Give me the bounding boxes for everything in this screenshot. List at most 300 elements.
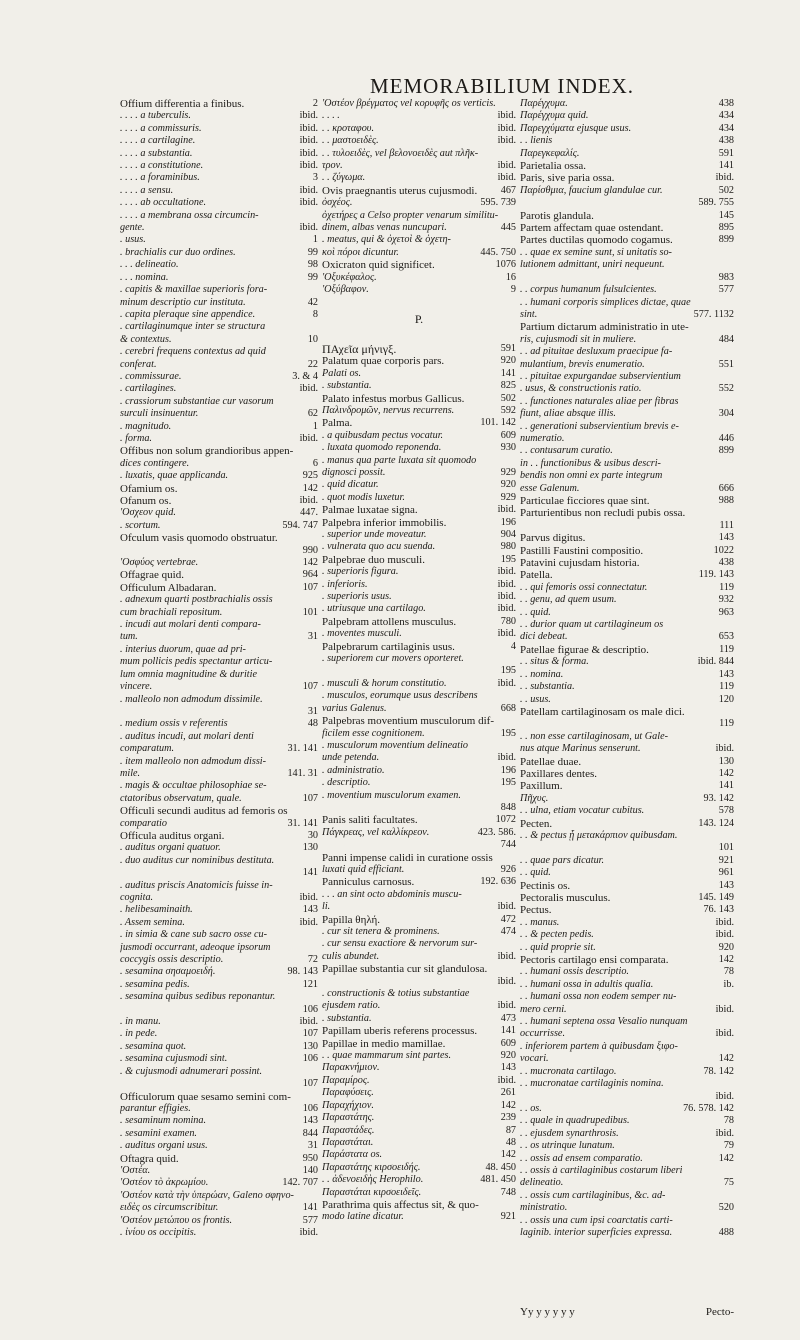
entry-text: . auditus organi usus. (120, 1140, 208, 1152)
index-entry (520, 607, 734, 619)
index-entry (322, 160, 516, 172)
entry-text: dinem, albas venas nuncupari. (322, 222, 447, 234)
index-entry (322, 790, 516, 802)
entry-text: 'Οξύβαφον. (322, 284, 369, 296)
entry-text: . . . . a foraminibus. (120, 172, 200, 184)
index-entry (520, 756, 734, 768)
entry-page: 653 (718, 631, 734, 643)
entry-text: . cerebri frequens contextus ad quid (120, 346, 266, 358)
entry-text: . . situs & forma. (520, 656, 589, 668)
index-entry (520, 234, 734, 246)
entry-page (730, 321, 734, 333)
entry-text: dignosci possit. (322, 466, 386, 478)
entry-page (730, 371, 734, 383)
entry-page: 101 (302, 606, 318, 618)
entry-text: . quid dicatur. (322, 479, 379, 491)
index-entry (322, 703, 516, 715)
entry-page: ib. (723, 978, 734, 990)
index-entry (322, 802, 516, 814)
index-entry (322, 876, 516, 888)
index-entry (322, 678, 516, 690)
entry-page: 932 (718, 594, 734, 606)
index-entry (120, 607, 318, 619)
index-entry (322, 430, 516, 442)
entry-text: Παραστάται κιρσοειδεῖς. (322, 1186, 422, 1198)
index-entry (120, 557, 318, 569)
entry-text: . quot modis luxetur. (322, 491, 405, 503)
entry-text: . . . nomina. (120, 271, 169, 283)
entry-page: 78 (723, 1115, 734, 1127)
index-entry (120, 1115, 318, 1127)
entry-text: . . substantia. (520, 681, 575, 693)
index-entry (520, 532, 734, 544)
index-entry (120, 917, 318, 929)
index-entry (322, 1211, 516, 1223)
entry-page (512, 98, 516, 110)
index-entry (322, 603, 516, 615)
entry-page (314, 284, 318, 296)
index-entry (520, 346, 734, 358)
entry-text: . sesamina cujusmodi sint. (120, 1053, 228, 1065)
index-entry (322, 566, 516, 578)
entry-page (314, 991, 318, 1003)
entry-page: 141 (302, 1202, 318, 1214)
index-entry (322, 1162, 516, 1174)
index-entry (520, 445, 734, 457)
index-entry (520, 966, 734, 978)
index-entry (120, 408, 318, 420)
index-entry (120, 1165, 318, 1177)
index-entry (120, 297, 318, 309)
index-entry (120, 793, 318, 805)
entry-text: cum brachiali repositum. (120, 606, 223, 618)
index-entry (322, 653, 516, 665)
entry-text: . . humani septena ossa Vesalio nunquam (520, 1016, 688, 1028)
index-entry (120, 594, 318, 606)
entry-text: . superior unde moveatur. (322, 529, 427, 540)
entry-page: ibid. (497, 975, 516, 987)
index-entry (120, 185, 318, 197)
index-entry (120, 979, 318, 991)
index-entry (520, 830, 734, 842)
index-entry (322, 839, 516, 851)
index-entry (120, 532, 318, 544)
entry-text: Παραστάτης. (322, 1112, 375, 1124)
entry-text: 'Οστέα. (120, 1164, 151, 1176)
index-entry (322, 284, 516, 296)
section-letter: P. (414, 311, 424, 326)
entry-text: . . quid proprie sit. (520, 941, 596, 953)
page-title: MEMORABILIUM INDEX. (370, 74, 634, 98)
index-entry (120, 1028, 318, 1040)
entry-text: Panniculus carnosus. (322, 876, 415, 889)
index-entry (120, 247, 318, 259)
entry-page: 31 (307, 631, 318, 643)
entry-page: 589. 755 (698, 197, 734, 209)
entry-page: 78. 142 (703, 1065, 734, 1077)
entry-page (314, 780, 318, 792)
index-entry (520, 297, 734, 309)
entry-page: 445 (500, 222, 516, 234)
entry-text: Offium differentia a finibus. (120, 98, 245, 110)
entry-text: . . ζύγωμα. (322, 172, 366, 184)
index-entry (520, 942, 734, 954)
index-entry (520, 656, 734, 668)
entry-text: Paxillares dentes. (520, 767, 597, 780)
index-entry (520, 805, 734, 817)
entry-text: . cartilaginumque inter se structura (120, 321, 266, 333)
entry-page: 22 (307, 358, 318, 370)
entry-page: ibid. (299, 110, 318, 122)
entry-text: Parietalia ossa. (520, 160, 586, 173)
entry-text: . . corpus humanum fulsulcientes. (520, 284, 657, 296)
index-entry (322, 914, 516, 926)
index-entry (120, 1103, 318, 1115)
entry-page: 141 (302, 867, 318, 879)
entry-text: comparatum. (120, 743, 175, 755)
entry-text: Oftagra quid. (120, 1152, 179, 1165)
entry-page: 101. 142 (480, 417, 516, 429)
entry-text: . . ἀδενοειδὴς Herophilo. (322, 1174, 424, 1186)
entry-page: 99 (307, 246, 318, 258)
index-entry (120, 1153, 318, 1165)
entry-page: 899 (718, 234, 734, 246)
index-entry (322, 641, 516, 653)
entry-page: 990 (302, 544, 318, 556)
entry-page: 6 (312, 457, 318, 469)
entry-text: in . . functionibus & usibus descri- (520, 457, 661, 469)
entry-page: 2 (312, 98, 318, 109)
entry-text: Pectinis os. (520, 879, 571, 892)
entry-text: . musculorum moventium delineatio (322, 739, 468, 751)
entry-text: Παραμίρος. (322, 1074, 370, 1086)
entry-text: numeratio. (520, 432, 565, 444)
index-entry (322, 579, 516, 591)
index-entry (120, 160, 318, 172)
entry-text: . . quid. (520, 867, 551, 879)
entry-text: Parotis glandula. (520, 209, 594, 222)
index-entry (322, 1199, 516, 1211)
index-entry (120, 1177, 318, 1189)
entry-text: Oxicraton quid significet. (322, 259, 435, 272)
entry-text: . . . delineatio. (120, 259, 179, 271)
entry-text: . descriptio. (322, 777, 371, 789)
index-entry (520, 1103, 734, 1115)
entry-page (314, 396, 318, 408)
entry-text: . . quale in quadrupedibus. (520, 1115, 630, 1127)
entry-page: 488 (718, 1226, 734, 1238)
entry-text: Parturientibus non recludi pubis ossa. (520, 507, 686, 520)
index-entry (322, 343, 516, 355)
entry-text: Patellae figurae & descriptio. (520, 643, 649, 656)
entry-page: 964 (302, 569, 318, 581)
entry-page: 930 (500, 442, 516, 454)
entry-page (730, 1215, 734, 1227)
entry-text: . scortum. (120, 519, 161, 531)
entry-page: 119 (719, 581, 734, 593)
entry-page: ibid. (715, 929, 734, 941)
entry-page: 76. 578. 142 (683, 1102, 734, 1114)
entry-text: Παρέγχυμα. (520, 98, 568, 109)
entry-page: 93. 142 (703, 792, 734, 804)
index-entry (322, 272, 516, 284)
index-entry (520, 1041, 734, 1053)
index-entry (120, 991, 318, 1003)
entry-text: delineatio. (520, 1177, 564, 1189)
entry-page: 467 (500, 184, 516, 196)
index-entry (520, 520, 734, 532)
entry-text: & contextus. (120, 333, 172, 345)
entry-text: . . ejusdem synarthrosis. (520, 1127, 619, 1139)
entry-page (730, 619, 734, 631)
entry-page: 143 (500, 1062, 516, 1074)
entry-page: 142. 707 (282, 1177, 318, 1189)
entry-text: ΠΑχεῖα μήνιγξ. (322, 342, 397, 356)
index-entry (520, 272, 734, 284)
index-entry (120, 743, 318, 755)
entry-text: . adnexum quarti postbrachialis ossis (120, 594, 273, 606)
index-entry (322, 98, 516, 110)
index-entry (520, 793, 734, 805)
entry-text: 'Οστέον μετώπου os frontis. (120, 1214, 233, 1226)
entry-page: 920 (500, 1050, 516, 1062)
index-entry (322, 197, 516, 209)
entry-page (314, 656, 318, 668)
entry-page: 438 (718, 135, 734, 147)
index-entry (120, 867, 318, 879)
entry-page: 591 (718, 147, 734, 159)
index-entry (322, 591, 516, 603)
index-entry (520, 631, 734, 643)
index-entry (520, 1227, 734, 1239)
index-entry (120, 582, 318, 594)
index-entry (322, 765, 516, 777)
entry-page (730, 706, 734, 718)
index-entry (322, 517, 516, 529)
entry-page: 825 (500, 380, 516, 392)
index-entry (120, 855, 318, 867)
entry-page (512, 234, 516, 246)
index-entry (520, 1165, 734, 1177)
index-entry (520, 98, 734, 110)
entry-page: 844 (302, 1127, 318, 1139)
entry-page: 141 (718, 160, 734, 172)
entry-text: Πάγκρεας, vel καλλίκρεον. (322, 826, 430, 838)
index-entry (322, 380, 516, 392)
entry-page: 192. 636 (480, 876, 516, 888)
entry-page (314, 1066, 318, 1078)
index-entry (120, 619, 318, 631)
entry-page: 119. 143 (698, 569, 734, 581)
entry-text: . manus qua parte luxata sit quomodo (322, 454, 477, 466)
entry-text: Παραστάται. (322, 1136, 374, 1148)
index-entry (322, 529, 516, 541)
entry-page: 111 (719, 519, 734, 531)
entry-page: 75 (723, 1177, 734, 1189)
entry-page: ibid. (299, 383, 318, 395)
index-entry (120, 818, 318, 830)
entry-text: Paxillum. (520, 780, 563, 793)
entry-text: jusmodi occurrant, adeoque ipsorum (120, 941, 271, 953)
index-entry (120, 1053, 318, 1065)
index-entry (120, 1078, 318, 1090)
index-entry (322, 864, 516, 876)
index-entry (322, 355, 516, 367)
entry-text: ειδὲς os circumscribitur. (120, 1202, 219, 1214)
entry-text: Palpebrarum cartilaginis usus. (322, 640, 455, 653)
entry-text: fiunt, aliae absque illis. (520, 408, 616, 420)
entry-page: 848 (500, 801, 516, 813)
entry-text: Παραφύσεις. (322, 1087, 374, 1099)
entry-text: . superioris figura. (322, 566, 399, 578)
entry-page (730, 458, 734, 470)
entry-page: 423. 586. (477, 826, 516, 838)
index-entry (520, 706, 734, 718)
entry-text: sint. (520, 308, 538, 320)
entry-text: Palpebrae duo musculi. (322, 553, 425, 566)
entry-page (314, 731, 318, 743)
entry-text: Patellam cartilaginosam os male dici. (520, 705, 685, 718)
index-entry (322, 492, 516, 504)
entry-text: culis abundet. (322, 950, 380, 962)
index-entry (322, 417, 516, 429)
entry-text: . cartilagines. (120, 383, 177, 395)
entry-text: 'Οστέον βρέγματος vel κορυφῆς os verticis. (322, 98, 496, 109)
entry-page: 595. 739 (480, 197, 516, 209)
entry-text: Palato infestus morbus Gallicus. (322, 392, 465, 405)
index-entry (120, 1227, 318, 1239)
entry-page: 121 (302, 978, 318, 990)
entry-page: 1 (312, 420, 318, 432)
entry-page (730, 470, 734, 482)
entry-text: . . ossis ad ensem comparatio. (520, 1152, 643, 1164)
entry-text: ministratio. (520, 1202, 568, 1214)
entry-page: 107 (302, 1028, 318, 1040)
entry-text: . interius duorum, quae ad pri- (120, 643, 246, 655)
entry-text: lum omnia magnitudine & duritie (120, 668, 257, 680)
index-entry (120, 346, 318, 358)
index-entry (322, 988, 516, 1000)
entry-text: . auditus incudi, aut molari denti (120, 730, 254, 742)
entry-text: . . . . a sensu. (120, 184, 174, 196)
entry-page (512, 988, 516, 1000)
entry-text: . . humani ossis descriptio. (520, 966, 629, 978)
index-entry (520, 991, 734, 1003)
index-entry (322, 1075, 516, 1087)
entry-text: Παραχήχιον. (322, 1099, 374, 1111)
entry-page: 141. 31 (287, 767, 318, 779)
index-entry (322, 616, 516, 628)
entry-page (512, 938, 516, 950)
index-entry (120, 334, 318, 346)
entry-text: . substantia. (322, 1012, 372, 1024)
entry-page: 145. 149 (698, 892, 734, 903)
entry-page: ibid. (299, 197, 318, 209)
index-entry (520, 1190, 734, 1202)
entry-page: 438 (718, 557, 734, 569)
catchword: Pecto- (705, 1306, 734, 1318)
entry-page (314, 321, 318, 333)
index-entry (120, 1140, 318, 1152)
index-entry (520, 904, 734, 916)
entry-page: 502 (718, 184, 734, 196)
index-entry (120, 284, 318, 296)
entry-text: . malleolo non admodum dissimile. (120, 693, 263, 705)
index-entry (322, 715, 516, 727)
entry-page: 577 (302, 1214, 318, 1226)
entry-text: . . humani ossa in adultis qualia. (520, 978, 654, 990)
entry-text: Παρεγκεφαλίς. (520, 147, 580, 159)
index-entry (322, 1149, 516, 1161)
index-entry (120, 805, 318, 817)
entry-page: 142 (718, 1152, 734, 1164)
index-entry (120, 780, 318, 792)
index-entry (120, 1004, 318, 1016)
entry-text: Patellae duae. (520, 755, 582, 768)
index-entry (520, 880, 734, 892)
entry-page (314, 855, 318, 867)
entry-text: . ἰνίου os occipitis. (120, 1226, 197, 1238)
entry-text: . superiorem cur movers oporteret. (322, 653, 464, 665)
index-entry (322, 148, 516, 160)
index-entry (520, 694, 734, 706)
entry-page: ibid. (497, 901, 516, 913)
entry-text: . luxatis, quae applicanda. (120, 470, 229, 482)
entry-text: . . humani ossa non eodem semper nu- (520, 991, 677, 1003)
entry-text: Palma. (322, 417, 353, 430)
index-entry (120, 904, 318, 916)
entry-page: 472 (500, 913, 516, 925)
entry-text: . . os. (520, 1102, 542, 1114)
entry-text: . medium ossis v referentis (120, 718, 228, 730)
entry-page: 446 (718, 432, 734, 444)
entry-text: . . μαστοειδὲς. (322, 135, 379, 147)
entry-page: ibid. (299, 222, 318, 234)
index-entry (120, 234, 318, 246)
entry-page: 551 (718, 358, 734, 370)
entry-text: ὀχετήρες a Celso propter venarum similitu- (322, 209, 499, 221)
entry-page (512, 690, 516, 702)
entry-page: 1072 (495, 814, 516, 826)
entry-text: . sesamina σησαμοειδή. (120, 966, 216, 978)
entry-page: 899 (718, 445, 734, 457)
index-entry (520, 1177, 734, 1189)
entry-page: ibid. (497, 135, 516, 147)
entry-page (512, 790, 516, 802)
entry-text: Papillae substantia cur sit glandulosa. (322, 963, 488, 976)
entry-page: 8 (312, 308, 318, 320)
index-entry (520, 483, 734, 495)
index-entry (322, 368, 516, 380)
index-entry (520, 545, 734, 557)
entry-page: 130 (302, 1040, 318, 1052)
entry-page: 31. 141 (287, 743, 318, 755)
entry-page: 142 (500, 1099, 516, 1111)
entry-text: Παλινδρομῶν, nervus recurrens. (322, 404, 455, 416)
entry-page: 120 (718, 693, 734, 705)
entry-text: . . usus. (520, 693, 551, 705)
entry-text: Panis saliti facultates. (322, 814, 418, 827)
index-entry (520, 557, 734, 569)
entry-page (314, 1091, 318, 1103)
entry-text: mum pollicis pedis spectantur articu- (120, 656, 273, 668)
entry-text: 'Οστέον τὸ ἀκρωμίου. (120, 1177, 209, 1189)
entry-text: Officulum Albadaran. (120, 581, 217, 594)
entry-page: 107 (302, 681, 318, 693)
index-entry (120, 1016, 318, 1028)
entry-text: li. (322, 901, 331, 913)
entry-page: 62 (307, 408, 318, 420)
